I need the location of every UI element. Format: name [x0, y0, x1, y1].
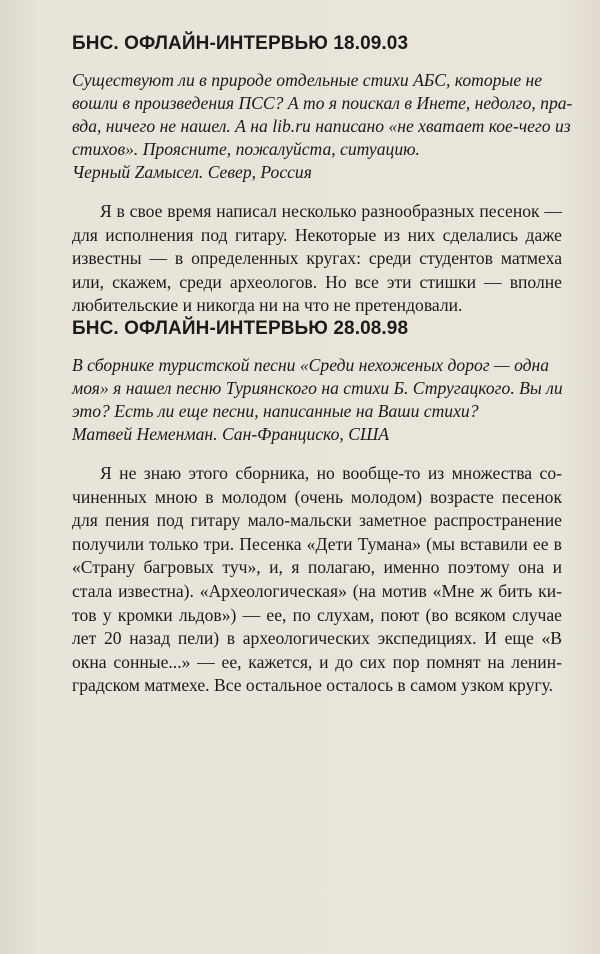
- answer-line: для пения под гитару мало-мальски заметное распространение: [72, 510, 562, 531]
- reader-question: [72, 354, 562, 423]
- answer-line: Я не знаю этого сборника, но вообще-то из множества со-: [100, 463, 562, 483]
- answer-line: тов у кромки льдов») — ее, по слухам, поют (во всяком случае: [72, 604, 562, 625]
- interview-heading: БНС. ОФЛАЙН-ИНТЕРВЬЮ 28.08.98: [72, 318, 409, 339]
- answer-line: известны — в определенных кругах: среди студентов матмеха: [72, 248, 562, 269]
- author-answer: [72, 462, 562, 698]
- interview-heading: БНС. ОФЛАЙН-ИНТЕРВЬЮ 18.09.03: [72, 33, 409, 54]
- answer-line: Я в свое время написал несколько разнообразных песенок —: [100, 201, 562, 221]
- answer-line: стала известна). «Археологическая» (на мотив «Мне ж бить ки-: [72, 580, 562, 601]
- answer-line: чиненных мною в молодом (очень молодом) возрасте песенок: [72, 486, 562, 507]
- answer-line: окна сонные...» — ее, кажется, и до сих пор помнят на ленин-: [72, 651, 562, 672]
- answer-line: получили только три. Песенка «Дети Тумана» (мы вставили ее в: [72, 533, 562, 554]
- answer-line: «Страну багровых туч», и, я полагаю, именно поэтому она и: [72, 557, 562, 578]
- reader-question: [72, 69, 573, 161]
- answer-line: для исполнения под гитару. Некоторые из них сделались даже: [72, 224, 562, 245]
- answer-line: градском матмехе. Все остальное осталось в самом узком кругу.: [72, 675, 554, 696]
- answer-line: лет 20 назад пели) в археологических экспедициях. И еще «В: [72, 628, 562, 649]
- question-line: вошли в произведения ПСС? А то я поискал в Инете, недолго, пра-: [72, 93, 573, 113]
- question-line: стихов». Проясните, пожалуйста, ситуацию.: [72, 139, 420, 159]
- interview-section: [72, 318, 562, 698]
- question-line: моя» я нашел песню Туриянского на стихи Б. Стругацкого. Вы ли: [72, 378, 563, 398]
- answer-line: любительские и никогда ни на что не претендовали.: [72, 295, 463, 316]
- question-line: В сборнике туристской песни «Среди нехоженых дорог — одна: [72, 355, 550, 375]
- reader-signature: Матвей Неменман. Сан-Франциско, США: [72, 424, 390, 444]
- question-line: это? Есть ли еще песни, написанные на Ваши стихи?: [72, 401, 479, 421]
- interview-section: [72, 33, 573, 318]
- question-line: Существуют ли в природе отдельные стихи АБС, которые не: [72, 70, 543, 90]
- author-answer: [72, 200, 562, 318]
- question-line: вда, ничего не нашел. А на lib.ru написано «не хватает кое-чего из: [72, 116, 571, 136]
- answer-line: или, скажем, среди археологов. Но все эти стишки — вполне: [72, 271, 562, 292]
- reader-signature: Черный Zамысел. Север, Россия: [72, 162, 312, 182]
